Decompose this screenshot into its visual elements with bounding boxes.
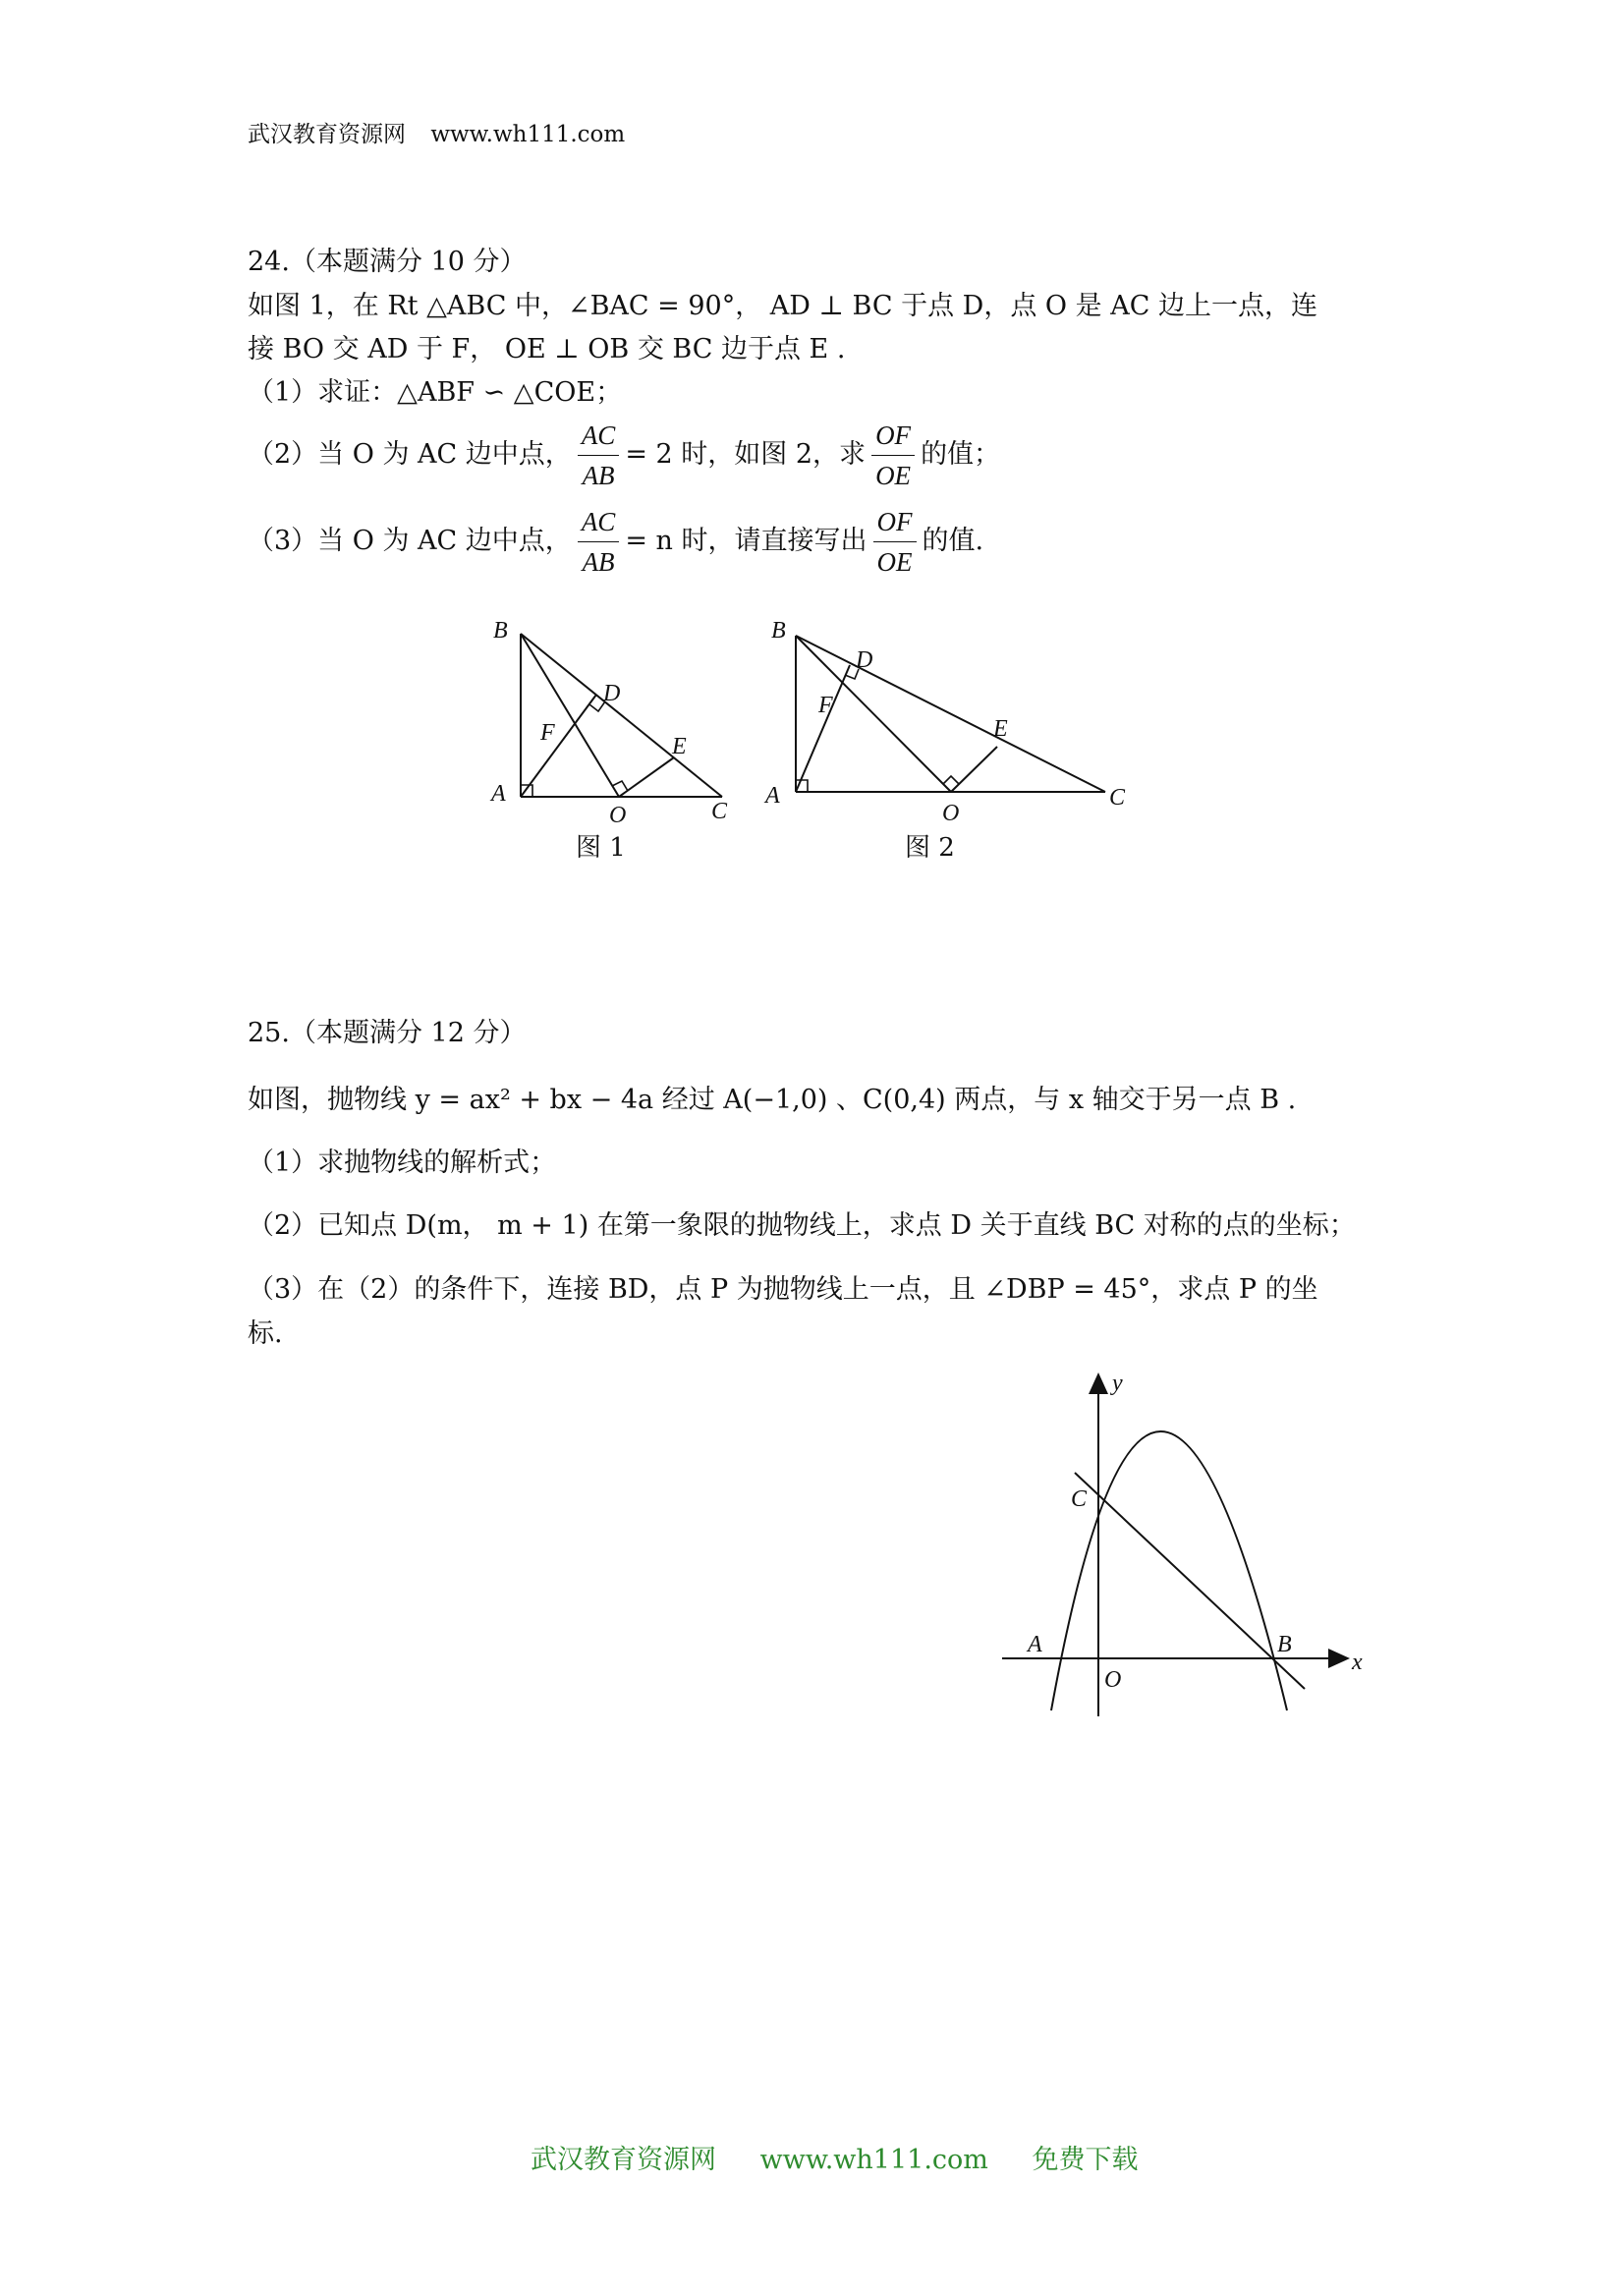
label-b: B [493, 618, 508, 644]
q24-p2-fraction [578, 416, 620, 495]
q24-p3-suffix: 的值. [922, 526, 984, 556]
page-header [248, 116, 625, 148]
label-e: E [672, 734, 687, 759]
label-d: D [603, 681, 621, 706]
q24-part1: （1）求证：△ABF ∽ △COE； [248, 377, 623, 408]
label-c: C [1071, 1486, 1088, 1512]
header-site: 武汉教育资源网 [248, 122, 406, 147]
label-o: O [609, 803, 627, 828]
q25-part3-line1: （3）在（2）的条件下，连接 BD，点 P 为抛物线上一点，且 ∠DBP = 45°，求点 P 的坐 [248, 1274, 1318, 1305]
q24-p3-fraction2 [873, 502, 917, 582]
q25-heading: 25.（本题满分 12 分） [248, 1018, 527, 1048]
q24-part2 [248, 411, 1000, 499]
q24-p2-fraction2 [871, 416, 915, 495]
label-a: A [765, 783, 780, 809]
q25-part2: （2）已知点 D(m， m + 1) 在第一象限的抛物线上，求点 D 关于直线 BC 对称的点的坐标； [248, 1210, 1356, 1241]
figure-1-caption: 图 1 [576, 833, 626, 863]
figure-2-caption: 图 2 [905, 833, 955, 863]
segment-ad [796, 665, 850, 792]
header-url: www.wh111.com [430, 122, 626, 147]
fraction-denominator: OE [875, 460, 912, 490]
label-o: O [942, 801, 960, 826]
label-b: B [771, 618, 786, 644]
label-f: F [540, 720, 555, 746]
fraction-numerator: AC [578, 502, 620, 542]
figure-1 [481, 614, 747, 869]
q24-p3-fraction [578, 502, 620, 582]
q25-stem: 如图，抛物线 y = ax² + bx − 4a 经过 A(−1,0) 、C(0,4) 两点，与 x 轴交于另一点 B . [248, 1085, 1297, 1115]
fraction-denominator: AB [582, 460, 615, 490]
q24-stem-line2: 接 BO 交 AD 于 F， OE ⊥ OB 交 BC 边于点 E . [248, 334, 846, 364]
q24-p2-mid: = 2 时，如图 2，求 [625, 439, 867, 470]
footer-site: 武汉教育资源网 [531, 2145, 716, 2175]
label-a: A [491, 781, 506, 807]
parabola-curve [1051, 1431, 1287, 1710]
fraction-numerator: OF [873, 502, 917, 542]
q24-p2-prefix: （2）当 O 为 AC 边中点， [248, 439, 572, 470]
q24-part3 [248, 497, 983, 586]
segment-bc [796, 636, 1105, 792]
footer-url: www.wh111.com [759, 2145, 988, 2175]
footer-download: 免费下载 [1032, 2145, 1139, 2175]
label-x: x [1352, 1650, 1363, 1675]
label-c: C [711, 799, 728, 824]
page-footer [531, 2138, 1174, 2176]
figure-2 [761, 614, 1154, 869]
segment-ad [521, 695, 596, 797]
segment-bo [521, 634, 619, 797]
segment-bc [521, 634, 722, 797]
fraction-numerator: OF [871, 416, 915, 456]
label-d: D [856, 647, 873, 673]
label-b: B [1277, 1632, 1292, 1657]
label-e: E [993, 716, 1008, 742]
line-bc [1075, 1473, 1305, 1689]
parabola-graph [992, 1361, 1385, 1724]
q24-p2-suffix: 的值； [921, 439, 1001, 470]
label-f: F [818, 693, 833, 718]
fraction-numerator: AC [578, 416, 620, 456]
q24-heading: 24.（本题满分 10 分） [248, 247, 527, 277]
fraction-denominator: OE [876, 546, 913, 577]
q24-p3-prefix: （3）当 O 为 AC 边中点， [248, 526, 572, 556]
label-o: O [1104, 1667, 1122, 1693]
q25-part1: （1）求抛物线的解析式； [248, 1148, 557, 1178]
q24-stem-line1: 如图 1，在 Rt △ABC 中，∠BAC = 90°， AD ⊥ BC 于点 D，点 O 是 AC 边上一点，连 [248, 291, 1317, 321]
q25-part3-line2: 标. [248, 1318, 283, 1349]
fraction-denominator: AB [582, 546, 615, 577]
label-a: A [1028, 1632, 1042, 1657]
q24-p3-mid: = n 时，请直接写出 [625, 526, 867, 556]
label-c: C [1109, 785, 1126, 811]
label-y: y [1112, 1371, 1123, 1396]
segment-oe [951, 747, 997, 792]
right-angle-mark-o [943, 776, 959, 784]
